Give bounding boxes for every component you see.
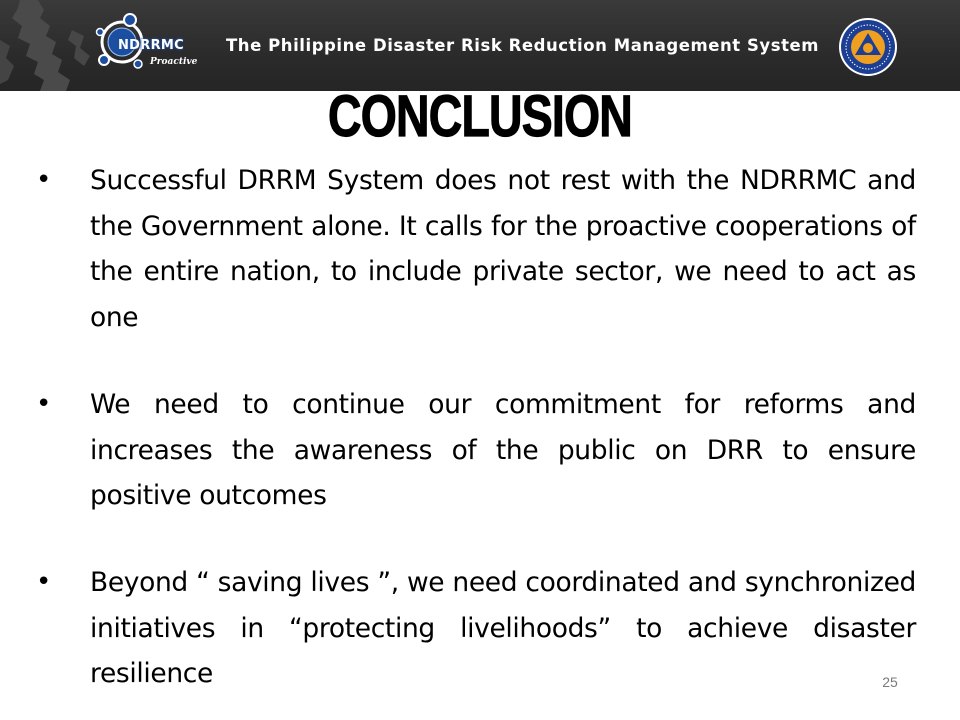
- header-title: The Philippine Disaster Risk Reduction Management System: [226, 36, 820, 55]
- bullet-dot-icon: •: [36, 389, 52, 419]
- bullet-dot-icon: •: [36, 165, 52, 195]
- bullet-dot-icon: •: [36, 567, 52, 597]
- bullet-text: Beyond “ saving lives ”, we need coordinated and synchronized initiatives in “protecting livelihoods” to achieve disaster resilience: [90, 567, 916, 689]
- bullet-text: Successful DRRM System does not rest with the NDRRMC and the Government alone. It calls for the proactive cooperations of the entire nation, to include private sector, we need to act as one: [90, 165, 916, 333]
- logo-tagline: Proactive: [150, 57, 198, 67]
- logo-text: NDRRMC: [118, 38, 184, 53]
- page-number: 25: [882, 674, 898, 690]
- bullet-text: We need to continue our commitment for reforms and increases the awareness of the public on DRR to ensure positive outcomes: [90, 389, 916, 511]
- slide-title: CONCLUSION: [328, 84, 632, 149]
